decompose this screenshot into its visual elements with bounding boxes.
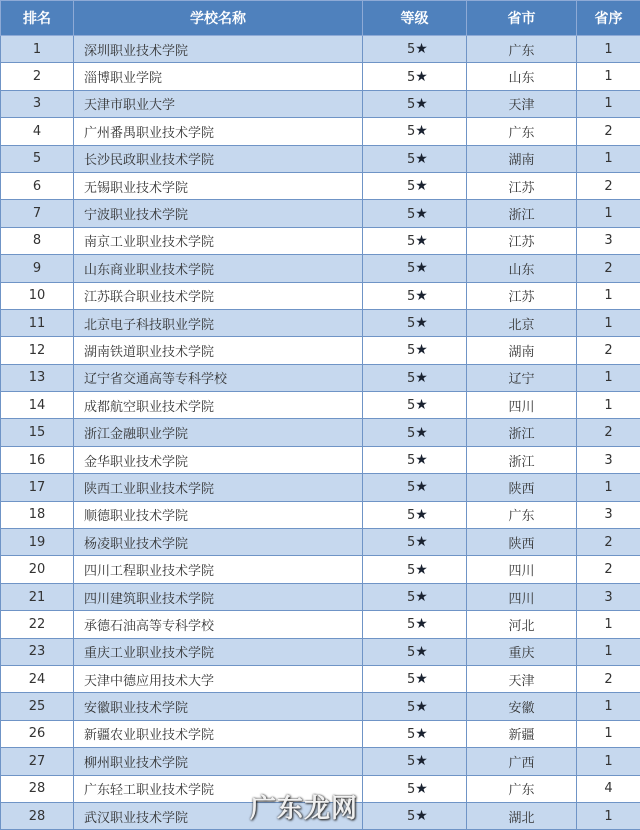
province-order-cell: 1 [577,36,640,63]
table-row [1,118,640,145]
star-icon: ★ [415,507,428,523]
grade-cell [363,309,467,336]
rank-cell: 24 [1,665,74,692]
province-order-cell: 4 [577,775,640,802]
grade-cell [363,282,467,309]
star-icon: ★ [415,616,428,632]
table-row [1,611,640,638]
grade-cell [363,36,467,63]
rank-cell: 5 [1,145,74,172]
grade-cell [363,501,467,528]
province-cell: 浙江 [467,446,577,473]
table-row [1,63,640,90]
province-cell: 江苏 [467,282,577,309]
province-cell: 广东 [467,118,577,145]
star-icon: ★ [415,726,428,742]
grade-value: 5 [407,754,415,769]
province-cell: 广东 [467,775,577,802]
grade-value: 5 [407,179,415,194]
table-row [1,172,640,199]
province-order-cell: 1 [577,63,640,90]
grade-value: 5 [407,152,415,167]
school-name-cell: 陕西工业职业技术学院 [74,474,363,501]
school-name-cell: 四川工程职业技术学院 [74,556,363,583]
star-icon: ★ [415,397,428,413]
grade-cell [363,392,467,419]
table-row [1,337,640,364]
school-name-cell: 四川建筑职业技术学院 [74,583,363,610]
province-cell: 江苏 [467,227,577,254]
province-order-cell: 1 [577,720,640,747]
grade-cell [363,255,467,282]
province-order-cell: 1 [577,693,640,720]
grade-cell [363,720,467,747]
province-cell: 天津 [467,90,577,117]
province-order-cell: 1 [577,474,640,501]
school-name-cell: 广东轻工职业技术学院 [74,775,363,802]
school-name-cell: 金华职业技术学院 [74,446,363,473]
star-icon: ★ [415,452,428,468]
province-order-cell: 3 [577,227,640,254]
rank-cell: 13 [1,364,74,391]
grade-cell [363,775,467,802]
province-cell: 浙江 [467,419,577,446]
province-order-cell: 2 [577,419,640,446]
grade-value: 5 [407,672,415,687]
province-order-cell: 2 [577,118,640,145]
star-icon: ★ [415,589,428,605]
province-cell: 湖南 [467,337,577,364]
grade-value: 5 [407,207,415,222]
grade-cell [363,556,467,583]
province-order-cell: 1 [577,392,640,419]
grade-cell [363,419,467,446]
province-order-cell: 1 [577,638,640,665]
province-order-cell: 2 [577,255,640,282]
rank-cell: 8 [1,227,74,254]
rank-cell: 23 [1,638,74,665]
rank-cell: 1 [1,36,74,63]
rank-cell: 3 [1,90,74,117]
star-icon: ★ [415,178,428,194]
province-order-cell: 3 [577,583,640,610]
province-order-cell: 1 [577,611,640,638]
table-row [1,255,640,282]
province-cell: 浙江 [467,200,577,227]
province-cell: 四川 [467,583,577,610]
grade-value: 5 [407,234,415,249]
grade-value: 5 [407,316,415,331]
grade-value: 5 [407,289,415,304]
table-row [1,529,640,556]
grade-value: 5 [407,124,415,139]
grade-value: 5 [407,535,415,550]
school-name-cell: 新疆农业职业技术学院 [74,720,363,747]
table-row [1,36,640,63]
rank-cell: 25 [1,693,74,720]
rank-cell: 19 [1,529,74,556]
star-icon: ★ [415,288,428,304]
grade-value: 5 [407,700,415,715]
grade-cell [363,611,467,638]
header-row [1,1,640,36]
grade-cell [363,145,467,172]
school-name-cell: 山东商业职业技术学院 [74,255,363,282]
province-order-cell: 2 [577,665,640,692]
table-row [1,583,640,610]
star-icon: ★ [415,41,428,57]
star-icon: ★ [415,69,428,85]
province-cell: 辽宁 [467,364,577,391]
grade-value: 5 [407,371,415,386]
header-rank: 排名 [1,1,74,36]
header-province: 省市 [467,1,577,36]
grade-cell [363,90,467,117]
table-row [1,200,640,227]
grade-cell [363,172,467,199]
province-cell: 湖南 [467,145,577,172]
rank-cell: 28 [1,775,74,802]
province-order-cell: 1 [577,282,640,309]
school-name-cell: 无锡职业技术学院 [74,172,363,199]
province-cell: 陕西 [467,474,577,501]
grade-value: 5 [407,809,415,824]
school-name-cell: 宁波职业技术学院 [74,200,363,227]
grade-value: 5 [407,782,415,797]
grade-cell [363,583,467,610]
school-name-cell: 天津市职业大学 [74,90,363,117]
grade-value: 5 [407,508,415,523]
table-row [1,309,640,336]
rank-cell: 20 [1,556,74,583]
star-icon: ★ [415,96,428,112]
star-icon: ★ [415,151,428,167]
grade-value: 5 [407,42,415,57]
province-order-cell: 1 [577,748,640,775]
school-name-cell: 广州番禺职业技术学院 [74,118,363,145]
table-body [1,36,640,830]
grade-cell [363,529,467,556]
table-row [1,90,640,117]
province-cell: 重庆 [467,638,577,665]
province-cell: 安徽 [467,693,577,720]
rank-cell: 27 [1,748,74,775]
table-row [1,227,640,254]
province-cell: 北京 [467,309,577,336]
province-order-cell: 1 [577,309,640,336]
table-row [1,446,640,473]
star-icon: ★ [415,260,428,276]
grade-cell [363,200,467,227]
header-province-order: 省序 [577,1,640,36]
star-icon: ★ [415,753,428,769]
star-icon: ★ [415,644,428,660]
rank-cell: 22 [1,611,74,638]
grade-cell [363,638,467,665]
rank-cell: 18 [1,501,74,528]
province-cell: 山东 [467,63,577,90]
grade-value: 5 [407,563,415,578]
rank-cell: 28 [1,802,74,829]
star-icon: ★ [415,781,428,797]
table-row [1,665,640,692]
table-row [1,720,640,747]
province-cell: 江苏 [467,172,577,199]
table-row [1,556,640,583]
province-order-cell: 2 [577,529,640,556]
grade-value: 5 [407,97,415,112]
rank-cell: 9 [1,255,74,282]
grade-value: 5 [407,590,415,605]
grade-cell [363,364,467,391]
header-grade: 等级 [363,1,467,36]
grade-value: 5 [407,70,415,85]
province-cell: 新疆 [467,720,577,747]
province-cell: 广西 [467,748,577,775]
province-order-cell: 2 [577,172,640,199]
province-order-cell: 2 [577,556,640,583]
school-name-cell: 重庆工业职业技术学院 [74,638,363,665]
grade-value: 5 [407,261,415,276]
table-row [1,501,640,528]
grade-cell [363,63,467,90]
grade-cell [363,227,467,254]
school-name-cell: 江苏联合职业技术学院 [74,282,363,309]
school-name-cell: 承德石油高等专科学校 [74,611,363,638]
grade-value: 5 [407,453,415,468]
grade-cell [363,337,467,364]
school-name-cell: 顺德职业技术学院 [74,501,363,528]
province-cell: 广东 [467,36,577,63]
province-cell: 四川 [467,556,577,583]
grade-value: 5 [407,426,415,441]
star-icon: ★ [415,370,428,386]
rank-cell: 14 [1,392,74,419]
school-name-cell: 安徽职业技术学院 [74,693,363,720]
school-name-cell: 南京工业职业技术学院 [74,227,363,254]
star-icon: ★ [415,233,428,249]
province-order-cell: 1 [577,364,640,391]
table-row [1,364,640,391]
grade-cell [363,118,467,145]
school-name-cell: 辽宁省交通高等专科学校 [74,364,363,391]
table-row [1,693,640,720]
school-name-cell: 浙江金融职业学院 [74,419,363,446]
rank-cell: 26 [1,720,74,747]
grade-cell [363,748,467,775]
rank-cell: 15 [1,419,74,446]
rank-cell: 17 [1,474,74,501]
school-name-cell: 杨凌职业技术学院 [74,529,363,556]
grade-value: 5 [407,480,415,495]
table-row [1,638,640,665]
rank-cell: 10 [1,282,74,309]
grade-value: 5 [407,727,415,742]
table-row [1,474,640,501]
star-icon: ★ [415,425,428,441]
table-row [1,748,640,775]
table-row [1,419,640,446]
rank-cell: 21 [1,583,74,610]
province-cell: 河北 [467,611,577,638]
grade-value: 5 [407,617,415,632]
province-order-cell: 2 [577,337,640,364]
grade-cell [363,693,467,720]
rank-cell: 4 [1,118,74,145]
province-order-cell: 3 [577,446,640,473]
school-name-cell: 淄博职业学院 [74,63,363,90]
province-cell: 天津 [467,665,577,692]
school-name-cell: 湖南铁道职业技术学院 [74,337,363,364]
grade-value: 5 [407,645,415,660]
grade-cell [363,474,467,501]
star-icon: ★ [415,808,428,824]
school-name-cell: 柳州职业技术学院 [74,748,363,775]
rank-cell: 12 [1,337,74,364]
grade-cell [363,446,467,473]
school-name-cell: 天津中德应用技术大学 [74,665,363,692]
rank-cell: 2 [1,63,74,90]
province-order-cell: 1 [577,145,640,172]
grade-value: 5 [407,343,415,358]
table-row [1,145,640,172]
header-school-name: 学校名称 [74,1,363,36]
school-name-cell: 成都航空职业技术学院 [74,392,363,419]
star-icon: ★ [415,534,428,550]
star-icon: ★ [415,123,428,139]
star-icon: ★ [415,315,428,331]
province-order-cell: 1 [577,200,640,227]
province-cell: 山东 [467,255,577,282]
school-name-cell: 长沙民政职业技术学院 [74,145,363,172]
star-icon: ★ [415,562,428,578]
rank-cell: 7 [1,200,74,227]
rank-cell: 16 [1,446,74,473]
watermark: 广东龙网 [250,794,358,824]
province-order-cell: 1 [577,90,640,117]
province-order-cell: 3 [577,501,640,528]
star-icon: ★ [415,479,428,495]
grade-value: 5 [407,398,415,413]
star-icon: ★ [415,699,428,715]
province-cell: 陕西 [467,529,577,556]
star-icon: ★ [415,206,428,222]
table-row [1,392,640,419]
province-cell: 四川 [467,392,577,419]
table-row [1,282,640,309]
province-cell: 湖北 [467,802,577,829]
star-icon: ★ [415,342,428,358]
rank-cell: 6 [1,172,74,199]
rank-cell: 11 [1,309,74,336]
province-cell: 广东 [467,501,577,528]
school-name-cell: 武汉职业技术学院 [74,802,363,829]
school-name-cell: 北京电子科技职业学院 [74,309,363,336]
star-icon: ★ [415,671,428,687]
grade-cell [363,665,467,692]
school-name-cell: 深圳职业技术学院 [74,36,363,63]
province-order-cell: 1 [577,802,640,829]
